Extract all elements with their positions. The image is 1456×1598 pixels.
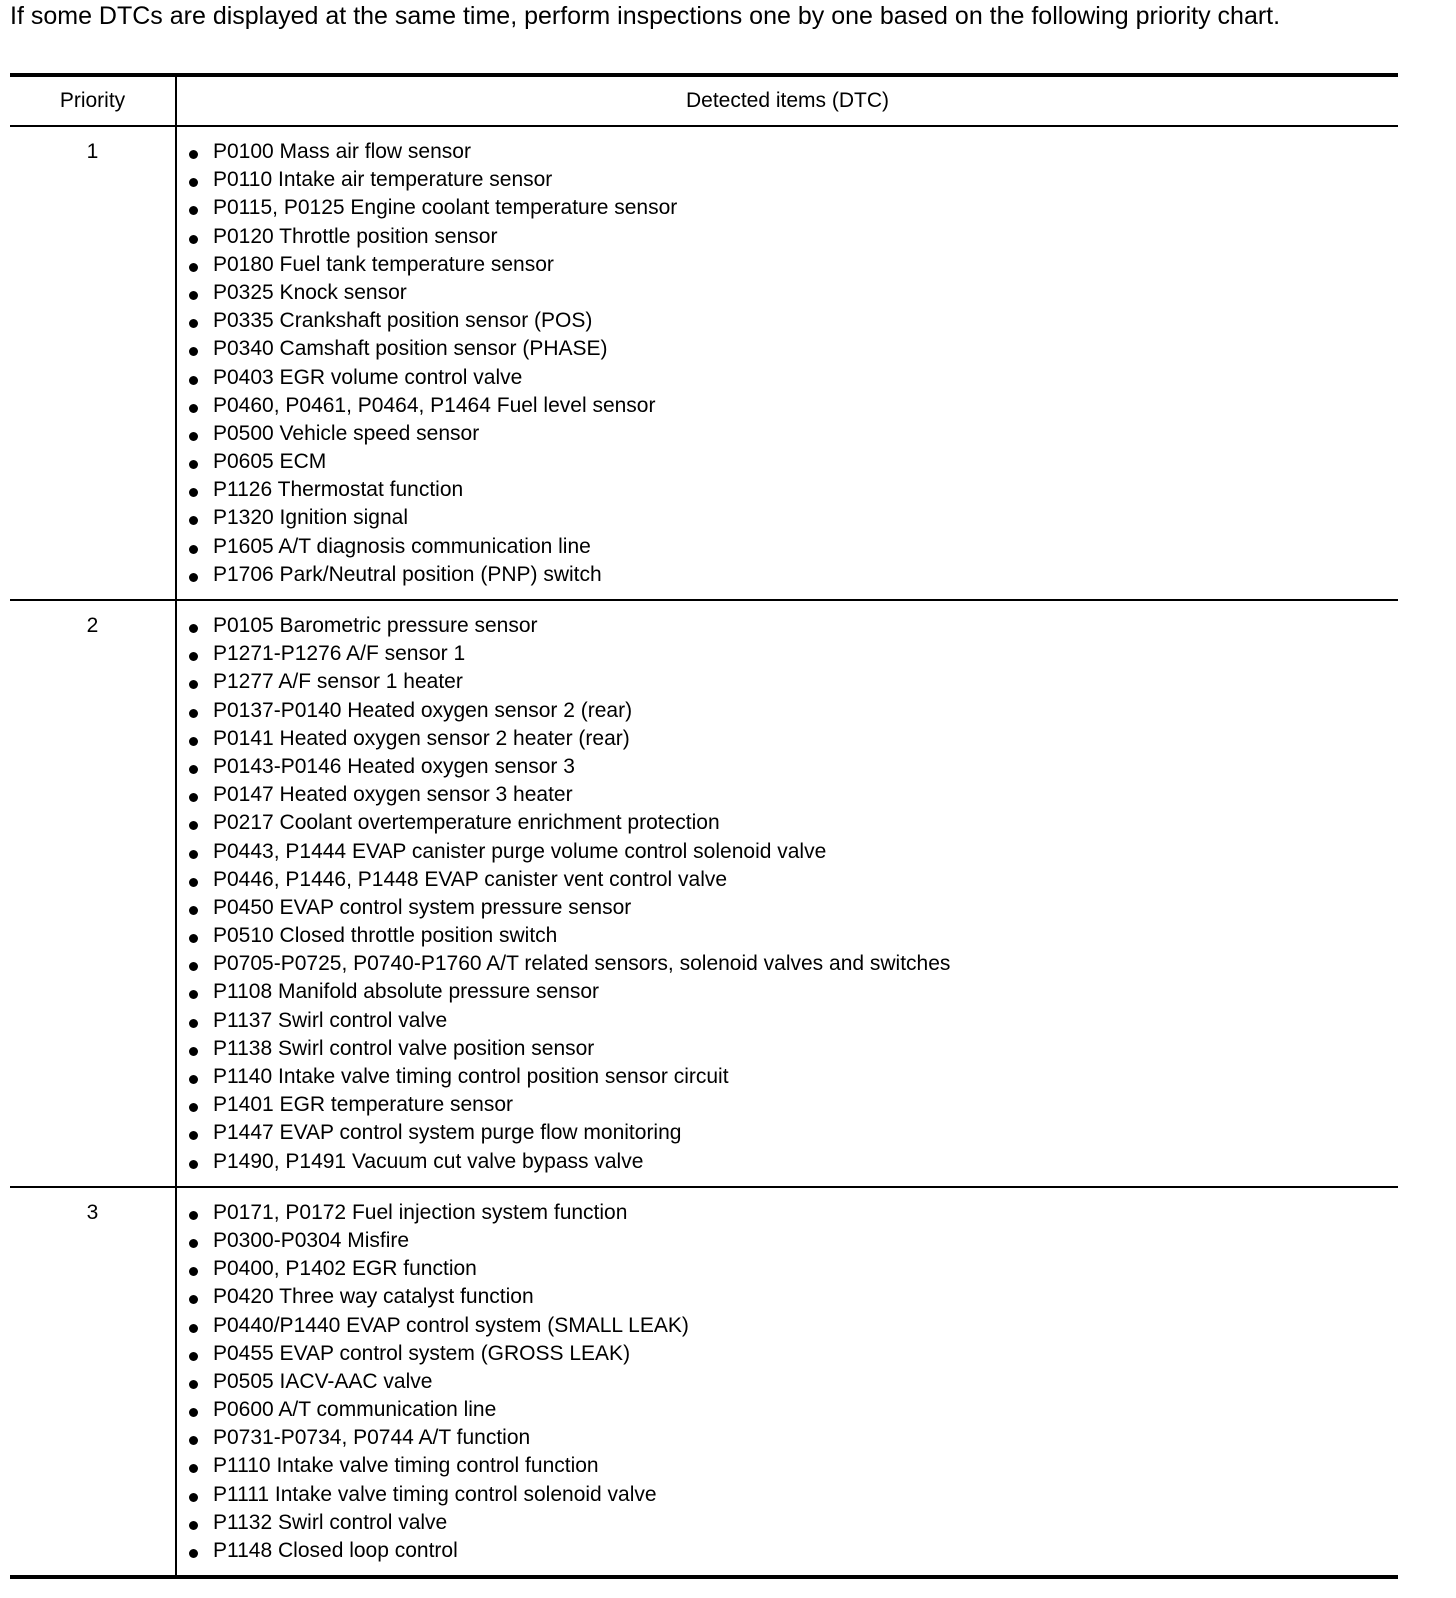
detected-items-cell: [177, 127, 1398, 599]
dtc-list-item: P1140 Intake valve timing control position sensor circuit: [187, 1063, 1398, 1091]
dtc-list-item: P0100 Mass air flow sensor: [187, 138, 1398, 166]
table-row-priority-3: [10, 1186, 1398, 1575]
dtc-list-item: P1126 Thermostat function: [187, 476, 1398, 504]
dtc-list-item: P0217 Coolant overtemperature enrichment protection: [187, 809, 1398, 837]
dtc-list-item: P0440/P1440 EVAP control system (SMALL LEAK): [187, 1312, 1398, 1340]
dtc-list-item: P0325 Knock sensor: [187, 279, 1398, 307]
dtc-list-item: P0335 Crankshaft position sensor (POS): [187, 307, 1398, 335]
dtc-list-item: P0450 EVAP control system pressure sensor: [187, 894, 1398, 922]
priority-value: 3: [10, 1188, 177, 1575]
dtc-list-item: P1277 A/F sensor 1 heater: [187, 668, 1398, 696]
dtc-list-item: P0705-P0725, P0740-P1760 A/T related sensors, solenoid valves and switches: [187, 950, 1398, 978]
dtc-list-item: P1108 Manifold absolute pressure sensor: [187, 978, 1398, 1006]
dtc-list-item: P0171, P0172 Fuel injection system function: [187, 1199, 1398, 1227]
dtc-list-item: P0403 EGR volume control valve: [187, 364, 1398, 392]
detected-items-cell: [177, 601, 1398, 1186]
detected-items-cell: [177, 1188, 1398, 1575]
dtc-list-item: P1447 EVAP control system purge flow monitoring: [187, 1119, 1398, 1147]
dtc-list-item: P0460, P0461, P0464, P1464 Fuel level sensor: [187, 392, 1398, 420]
dtc-list-item: P0510 Closed throttle position switch: [187, 922, 1398, 950]
dtc-list-item: P1271-P1276 A/F sensor 1: [187, 640, 1398, 668]
intro-paragraph: If some DTCs are displayed at the same time, perform inspections one by one based on the following priority chart.: [10, 2, 1281, 30]
dtc-list: [187, 612, 1398, 1176]
table-row-priority-1: [10, 125, 1398, 599]
dtc-list-item: P1111 Intake valve timing control solenoid valve: [187, 1481, 1398, 1509]
dtc-list-item: P0400, P1402 EGR function: [187, 1255, 1398, 1283]
table-row-priority-2: [10, 599, 1398, 1186]
dtc-list-item: P0180 Fuel tank temperature sensor: [187, 251, 1398, 279]
priority-table: [10, 73, 1398, 1579]
dtc-list-item: P1401 EGR temperature sensor: [187, 1091, 1398, 1119]
dtc-list-item: P1138 Swirl control valve position sensor: [187, 1035, 1398, 1063]
dtc-list-item: P1137 Swirl control valve: [187, 1007, 1398, 1035]
dtc-list-item: P1110 Intake valve timing control function: [187, 1452, 1398, 1480]
dtc-list-item: P0141 Heated oxygen sensor 2 heater (rear): [187, 725, 1398, 753]
priority-value: 1: [10, 127, 177, 599]
dtc-list-item: P1706 Park/Neutral position (PNP) switch: [187, 561, 1398, 589]
dtc-list-item: P1132 Swirl control valve: [187, 1509, 1398, 1537]
dtc-list-item: P0605 ECM: [187, 448, 1398, 476]
dtc-list: [187, 1199, 1398, 1565]
dtc-list-item: P0455 EVAP control system (GROSS LEAK): [187, 1340, 1398, 1368]
dtc-list-item: P1490, P1491 Vacuum cut valve bypass valve: [187, 1148, 1398, 1176]
dtc-list-item: P0143-P0146 Heated oxygen sensor 3: [187, 753, 1398, 781]
table-header-row: [10, 77, 1398, 125]
dtc-list-item: P0340 Camshaft position sensor (PHASE): [187, 335, 1398, 363]
dtc-list-item: P0731-P0734, P0744 A/T function: [187, 1424, 1398, 1452]
dtc-list-item: P0120 Throttle position sensor: [187, 223, 1398, 251]
dtc-list-item: P0115, P0125 Engine coolant temperature sensor: [187, 194, 1398, 222]
dtc-list-item: P0147 Heated oxygen sensor 3 heater: [187, 781, 1398, 809]
dtc-list-item: P1605 A/T diagnosis communication line: [187, 533, 1398, 561]
dtc-list-item: P1320 Ignition signal: [187, 504, 1398, 532]
dtc-list-item: P0137-P0140 Heated oxygen sensor 2 (rear): [187, 697, 1398, 725]
dtc-list-item: P0420 Three way catalyst function: [187, 1283, 1398, 1311]
dtc-list-item: P0443, P1444 EVAP canister purge volume control solenoid valve: [187, 838, 1398, 866]
detected-items-column-header: Detected items (DTC): [685, 89, 890, 112]
dtc-list-item: P0105 Barometric pressure sensor: [187, 612, 1398, 640]
dtc-list-item: P0600 A/T communication line: [187, 1396, 1398, 1424]
dtc-list-item: P1148 Closed loop control: [187, 1537, 1398, 1565]
dtc-list-item: P0505 IACV-AAC valve: [187, 1368, 1398, 1396]
priority-column-header: Priority: [10, 77, 177, 125]
dtc-list-item: P0110 Intake air temperature sensor: [187, 166, 1398, 194]
priority-value: 2: [10, 601, 177, 1186]
dtc-list-item: P0500 Vehicle speed sensor: [187, 420, 1398, 448]
dtc-list: [187, 138, 1398, 589]
dtc-list-item: P0300-P0304 Misfire: [187, 1227, 1398, 1255]
dtc-list-item: P0446, P1446, P1448 EVAP canister vent control valve: [187, 866, 1398, 894]
